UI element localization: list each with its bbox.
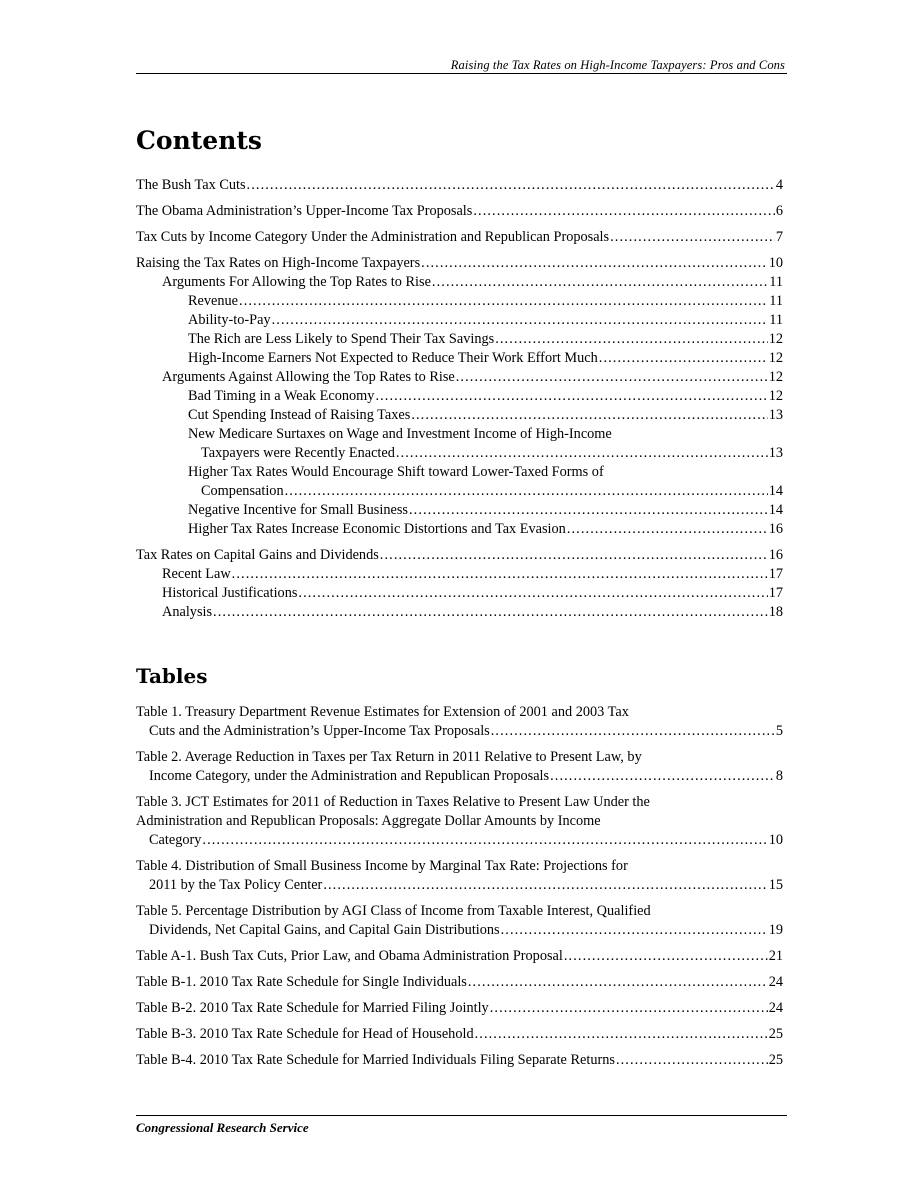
tables-entry[interactable] [136,1025,783,1044]
entry-title-line: Historical Justifications [162,585,298,601]
entry-title-line: The Bush Tax Cuts [136,177,246,193]
page-number: 25 [768,1052,783,1068]
page-number: 25 [768,1026,783,1042]
page-number: 12 [768,369,783,385]
tables-heading: Tables [136,664,208,688]
entry-title-line: The Obama Administration’s Upper-Income Tax Proposals [136,203,473,219]
entry-title-line: Table A-1. Bush Tax Cuts, Prior Law, and Obama Administration Proposal [136,948,563,964]
entry-title-line: Table 3. JCT Estimates for 2011 of Reduction in Taxes Relative to Present Law Under the [136,794,650,810]
dot-leader [409,501,768,520]
dot-leader [411,406,767,425]
entry-title-line: Table 4. Distribution of Small Business Income by Marginal Tax Rate: Projections for [136,858,628,874]
entry-title-line: Higher Tax Rates Increase Economic Distortions and Tax Evasion [188,521,566,537]
dot-leader [616,1051,768,1070]
entry-title-line: Table 1. Treasury Department Revenue Estimates for Extension of 2001 and 2003 Tax [136,704,629,720]
tables-entry[interactable] [136,973,783,992]
dot-leader [375,387,767,406]
dot-leader [473,202,774,221]
entry-title-line: Table B-1. 2010 Tax Rate Schedule for Single Individuals [136,974,467,990]
dot-leader [396,444,768,463]
dot-leader [550,767,775,786]
tables-entry[interactable] [136,703,783,741]
dot-leader [599,349,768,368]
entry-title-line: The Rich are Less Likely to Spend Their Tax Savings [188,331,495,347]
entry-title-line: Table B-3. 2010 Tax Rate Schedule for Head of Household [136,1026,474,1042]
dot-leader [610,228,775,247]
dot-leader [380,546,768,565]
dot-leader [564,947,768,966]
dot-leader [298,584,767,603]
page-number: 24 [768,974,783,990]
entry-title-line: Cuts and the Administration’s Upper-Income Tax Proposals [149,723,490,739]
page-number: 11 [769,274,783,290]
contents-entry[interactable] [136,584,783,603]
dot-leader [421,254,768,273]
dot-leader [490,999,768,1018]
entry-title-line: Bad Timing in a Weak Economy [188,388,375,404]
entry-title-line: Taxpayers were Recently Enacted [201,445,395,461]
tables-entry[interactable] [136,793,783,850]
page-number: 21 [768,948,783,964]
dot-leader [501,921,768,940]
entry-title-line: Compensation [201,483,284,499]
page-number: 14 [768,483,783,499]
dot-leader [491,722,775,741]
contents-entry[interactable] [136,292,783,311]
page-number: 14 [768,502,783,518]
contents-heading: Contents [136,126,263,155]
entry-title-line: Administration and Republican Proposals: Aggregate Dollar Amounts by Income [136,813,601,829]
page-number: 8 [775,768,783,784]
contents-entry[interactable] [136,501,783,520]
page-number: 12 [768,388,783,404]
tables-entry[interactable] [136,857,783,895]
entry-title-line: Table 5. Percentage Distribution by AGI Class of Income from Taxable Interest, Qualified [136,903,651,919]
entry-title-line: Analysis [162,604,213,620]
dot-leader [272,311,769,330]
running-header: Raising the Tax Rates on High-Income Taxpayers: Pros and Cons [450,58,785,72]
dot-leader [475,1025,768,1044]
contents-entry[interactable] [136,202,783,221]
contents-entry[interactable] [136,311,783,330]
dot-leader [285,482,768,501]
entry-title-line: Arguments For Allowing the Top Rates to Rise [162,274,431,290]
page-number: 16 [768,547,783,563]
contents-entry[interactable] [136,463,783,501]
tables-entry[interactable] [136,902,783,940]
page-number: 11 [769,293,783,309]
contents-list [136,176,783,622]
contents-entry[interactable] [136,406,783,425]
page-number: 10 [768,255,783,271]
dot-leader [456,368,768,387]
entry-title-line: Raising the Tax Rates on High-Income Taxpayers [136,255,421,271]
dot-leader [239,292,768,311]
dot-leader [432,273,768,292]
dot-leader [213,603,768,622]
page-number: 16 [768,521,783,537]
contents-entry[interactable] [136,228,783,247]
entry-title-line: Table B-2. 2010 Tax Rate Schedule for Married Filing Jointly [136,1000,489,1016]
page-number: 15 [768,877,783,893]
entry-title-line: Ability-to-Pay [188,312,271,328]
entry-title-line: Tax Rates on Capital Gains and Dividends [136,547,379,563]
contents-entry[interactable] [136,425,783,463]
page-number: 11 [769,312,783,328]
page-number: 12 [768,350,783,366]
page-number: 19 [768,922,783,938]
page-number: 13 [768,407,783,423]
page-number: 6 [775,203,783,219]
dot-leader [468,973,768,992]
page-number: 4 [775,177,783,193]
entry-title-line: Table 2. Average Reduction in Taxes per Tax Return in 2011 Relative to Present Law, by [136,749,642,765]
dot-leader [495,330,768,349]
tables-list [136,703,783,1070]
entry-title-line: Negative Incentive for Small Business [188,502,408,518]
contents-entry[interactable] [136,603,783,622]
contents-entry[interactable] [136,176,783,195]
tables-entry[interactable] [136,748,783,786]
entry-title-line: Tax Cuts by Income Category Under the Administration and Republican Proposals [136,229,610,245]
entry-title-line: Table B-4. 2010 Tax Rate Schedule for Married Individuals Filing Separate Returns [136,1052,615,1068]
footer-text: Congressional Research Service [136,1120,309,1135]
dot-leader [247,176,775,195]
entry-title-line: New Medicare Surtaxes on Wage and Investment Income of High-Income [188,426,612,442]
entry-title-line: Income Category, under the Administration and Republican Proposals [149,768,550,784]
page-number: 17 [768,585,783,601]
page-number: 12 [768,331,783,347]
entry-title-line: Revenue [188,293,239,309]
page-number: 17 [768,566,783,582]
tables-entry[interactable] [136,999,783,1018]
page-number: 5 [775,723,783,739]
page-number: 18 [768,604,783,620]
dot-leader [202,831,767,850]
tables-entry[interactable] [136,947,783,966]
contents-entry[interactable] [136,349,783,368]
entry-title-line: Category [149,832,202,848]
footer-rule [136,1115,787,1116]
contents-entry[interactable] [136,368,783,387]
contents-entry[interactable] [136,273,783,292]
dot-leader [323,876,767,895]
header-rule [136,73,787,74]
contents-entry[interactable] [136,330,783,349]
page-number: 10 [768,832,783,848]
entry-title-line: High-Income Earners Not Expected to Reduce Their Work Effort Much [188,350,598,366]
entry-title-line: Higher Tax Rates Would Encourage Shift toward Lower-Taxed Forms of [188,464,604,480]
entry-title-line: Dividends, Net Capital Gains, and Capital Gain Distributions [149,922,500,938]
contents-entry[interactable] [136,387,783,406]
contents-entry[interactable] [136,565,783,584]
dot-leader [567,520,768,539]
entry-title-line: Arguments Against Allowing the Top Rates to Rise [162,369,455,385]
page-number: 7 [775,229,783,245]
dot-leader [232,565,768,584]
contents-entry[interactable] [136,520,783,539]
contents-entry[interactable] [136,254,783,273]
entry-title-line: Cut Spending Instead of Raising Taxes [188,407,411,423]
entry-title-line: Recent Law [162,566,231,582]
contents-entry[interactable] [136,546,783,565]
page-number: 13 [768,445,783,461]
tables-entry[interactable] [136,1051,783,1070]
entry-title-line: 2011 by the Tax Policy Center [149,877,323,893]
page-number: 24 [768,1000,783,1016]
